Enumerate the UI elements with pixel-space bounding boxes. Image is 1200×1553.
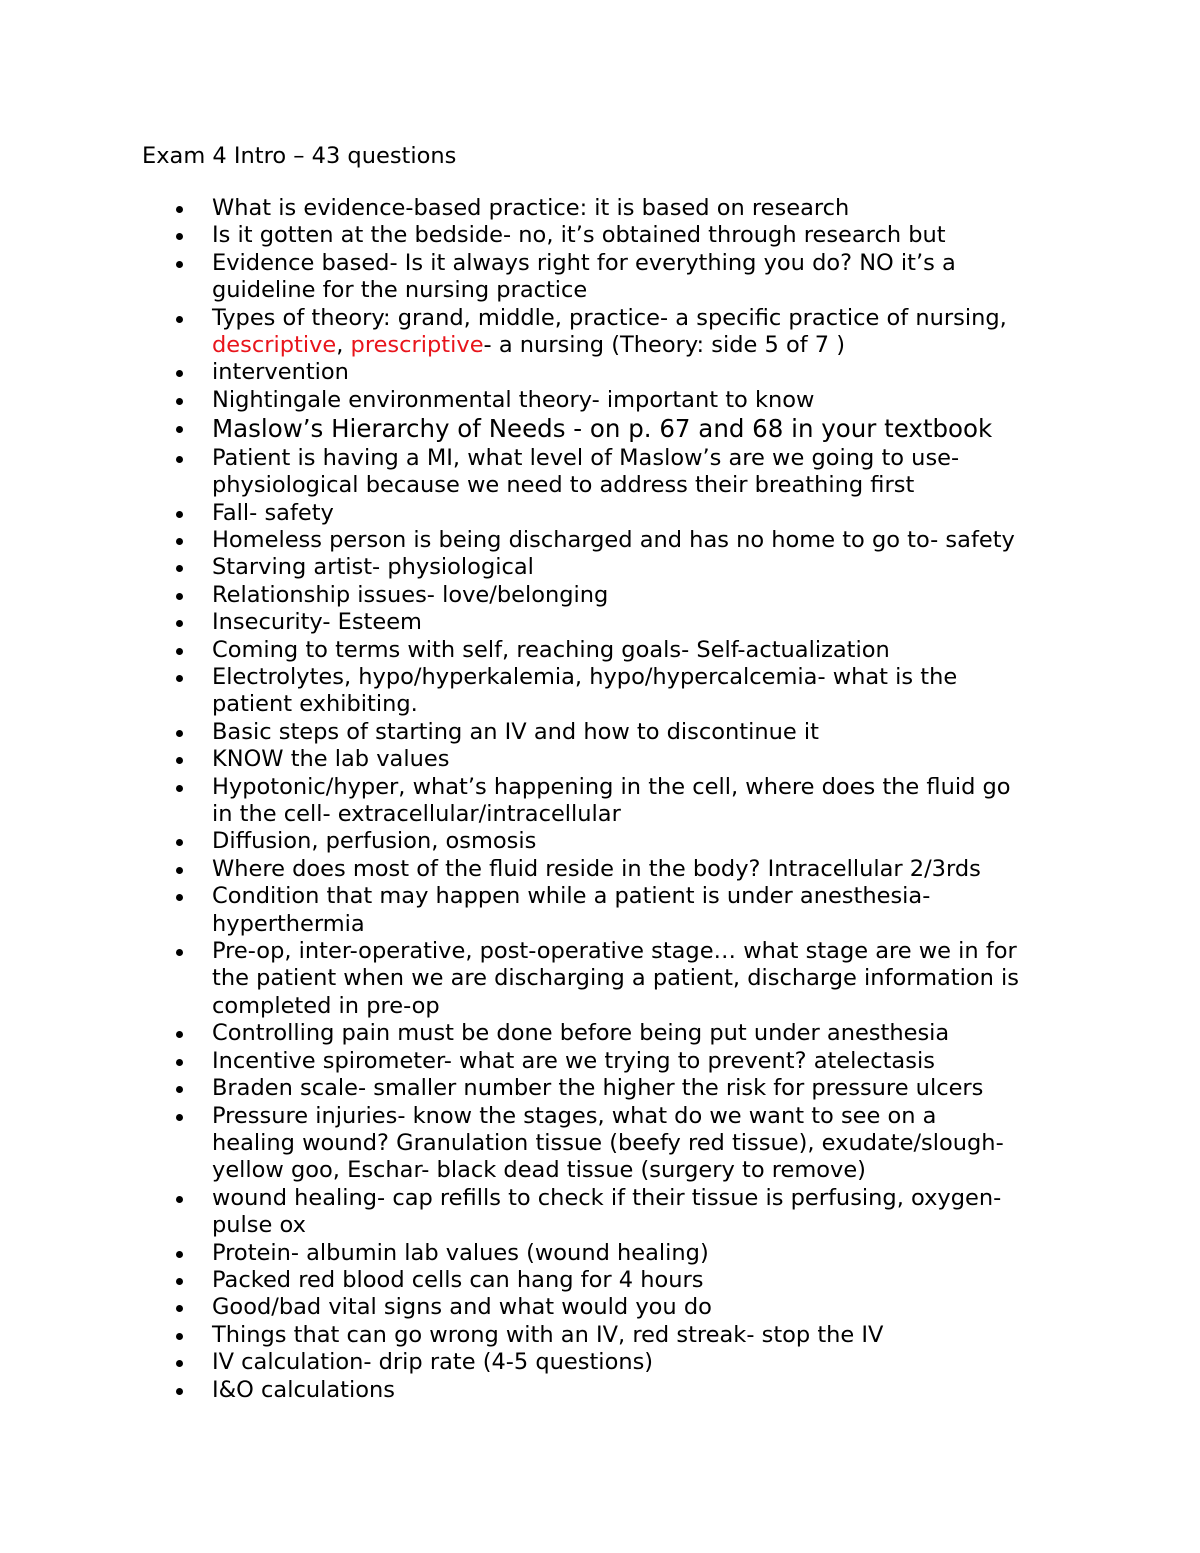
bullet-icon (176, 1196, 183, 1203)
bullet-icon (176, 785, 183, 792)
list-item: Good/bad vital signs and what would you do (0, 1294, 1200, 1321)
bullet-icon (176, 1360, 183, 1367)
list-item: Where does most of the fluid reside in the body? Intracellular 2/3rds (0, 856, 1200, 883)
list-item: Starving artist- physiological (0, 554, 1200, 581)
bullet-icon (176, 1388, 183, 1395)
highlight-prescriptive: prescriptive (350, 332, 484, 359)
bullet-icon (176, 593, 183, 600)
list-item: Condition that may happen while a patient is under anesthesia- hyperthermia (0, 883, 1200, 938)
bullet-icon (176, 1059, 183, 1066)
bullet-icon (176, 511, 183, 518)
list-item: Fall- safety (0, 500, 1200, 527)
bullet-icon (176, 1305, 183, 1312)
list-item: Nightingale environmental theory- important to know (0, 387, 1200, 414)
bullet-icon (176, 261, 183, 268)
bullet-icon (176, 538, 183, 545)
list-item: Things that can go wrong with an IV, red streak- stop the IV (0, 1322, 1200, 1349)
list-item: Hypotonic/hyper, what’s happening in the cell, where does the fluid go in the cell- extracellular/intracellular (0, 774, 1200, 829)
list-item: Diffusion, perfusion, osmosis (0, 828, 1200, 855)
list-item: Relationship issues- love/belonging (0, 582, 1200, 609)
highlight-descriptive: descriptive (212, 332, 337, 359)
bullet-icon (176, 565, 183, 572)
bullet-icon (176, 398, 183, 405)
bullet-icon (176, 206, 183, 213)
bullet-icon (176, 1086, 183, 1093)
bullet-icon (176, 620, 183, 627)
list-item: Homeless person is being discharged and has no home to go to- safety (0, 527, 1200, 554)
list-item-maslow: Maslow’s Hierarchy of Needs - on p. 67 and 68 in your textbook (0, 414, 1200, 445)
bullet-icon (176, 1251, 183, 1258)
list-item-theory-types: Types of theory: grand, middle, practice- a specific practice of nursing, descriptive, prescriptive- a nursing (Theory: side 5 of 7 ) (0, 305, 1200, 360)
bullet-icon (176, 233, 183, 240)
bullet-icon (176, 1278, 183, 1285)
list-item: What is evidence-based practice: it is based on research (0, 195, 1200, 222)
bullet-icon (176, 839, 183, 846)
list-item: Protein- albumin lab values (wound healing) (0, 1240, 1200, 1267)
bullet-icon (176, 949, 183, 956)
bullet-icon (176, 316, 183, 323)
list-item: Braden scale- smaller number the higher the risk for pressure ulcers (0, 1075, 1200, 1102)
bullet-icon (176, 456, 183, 463)
list-item: KNOW the lab values (0, 746, 1200, 773)
list-item: wound healing- cap refills to check if their tissue is perfusing, oxygen- pulse ox (0, 1185, 1200, 1240)
list-item: Pressure injuries- know the stages, what do we want to see on a healing wound? Granulation tissue (beefy red tissue), exudate/slough- yellow goo, Eschar- black dead tissue (surgery to remove) (0, 1103, 1200, 1185)
list-item: I&O calculations (0, 1377, 1200, 1404)
bullet-icon (176, 426, 183, 433)
bullet-icon (176, 648, 183, 655)
bullet-icon (176, 1333, 183, 1340)
list-item: Patient is having a MI, what level of Maslow’s are we going to use- physiological because we need to address their breathing first (0, 445, 1200, 500)
list-item: intervention (0, 359, 1200, 386)
list-item: Pre-op, inter-operative, post-operative stage… what stage are we in for the patient when we are discharging a patient, discharge information is completed in pre-op (0, 938, 1200, 1020)
bullet-icon (176, 867, 183, 874)
bullet-icon (176, 757, 183, 764)
bullet-icon (176, 1031, 183, 1038)
list-item: Coming to terms with self, reaching goals- Self-actualization (0, 637, 1200, 664)
list-item: Basic steps of starting an IV and how to discontinue it (0, 719, 1200, 746)
list-item: Evidence based- Is it always right for everything you do? NO it’s a guideline for the nursing practice (0, 250, 1200, 305)
notes-list (0, 195, 1200, 1404)
list-item: Controlling pain must be done before being put under anesthesia (0, 1020, 1200, 1047)
list-item: Packed red blood cells can hang for 4 hours (0, 1267, 1200, 1294)
list-item: Incentive spirometer- what are we trying to prevent? atelectasis (0, 1048, 1200, 1075)
list-item: Electrolytes, hypo/hyperkalemia, hypo/hypercalcemia- what is the patient exhibiting. (0, 664, 1200, 719)
bullet-icon (176, 1114, 183, 1121)
list-item: Insecurity- Esteem (0, 609, 1200, 636)
bullet-icon (176, 370, 183, 377)
list-item: Is it gotten at the bedside- no, it’s obtained through research but (0, 222, 1200, 249)
bullet-icon (176, 730, 183, 737)
bullet-icon (176, 675, 183, 682)
document-title: Exam 4 Intro – 43 questions (142, 143, 457, 169)
list-item: IV calculation- drip rate (4-5 questions) (0, 1349, 1200, 1376)
bullet-icon (176, 894, 183, 901)
